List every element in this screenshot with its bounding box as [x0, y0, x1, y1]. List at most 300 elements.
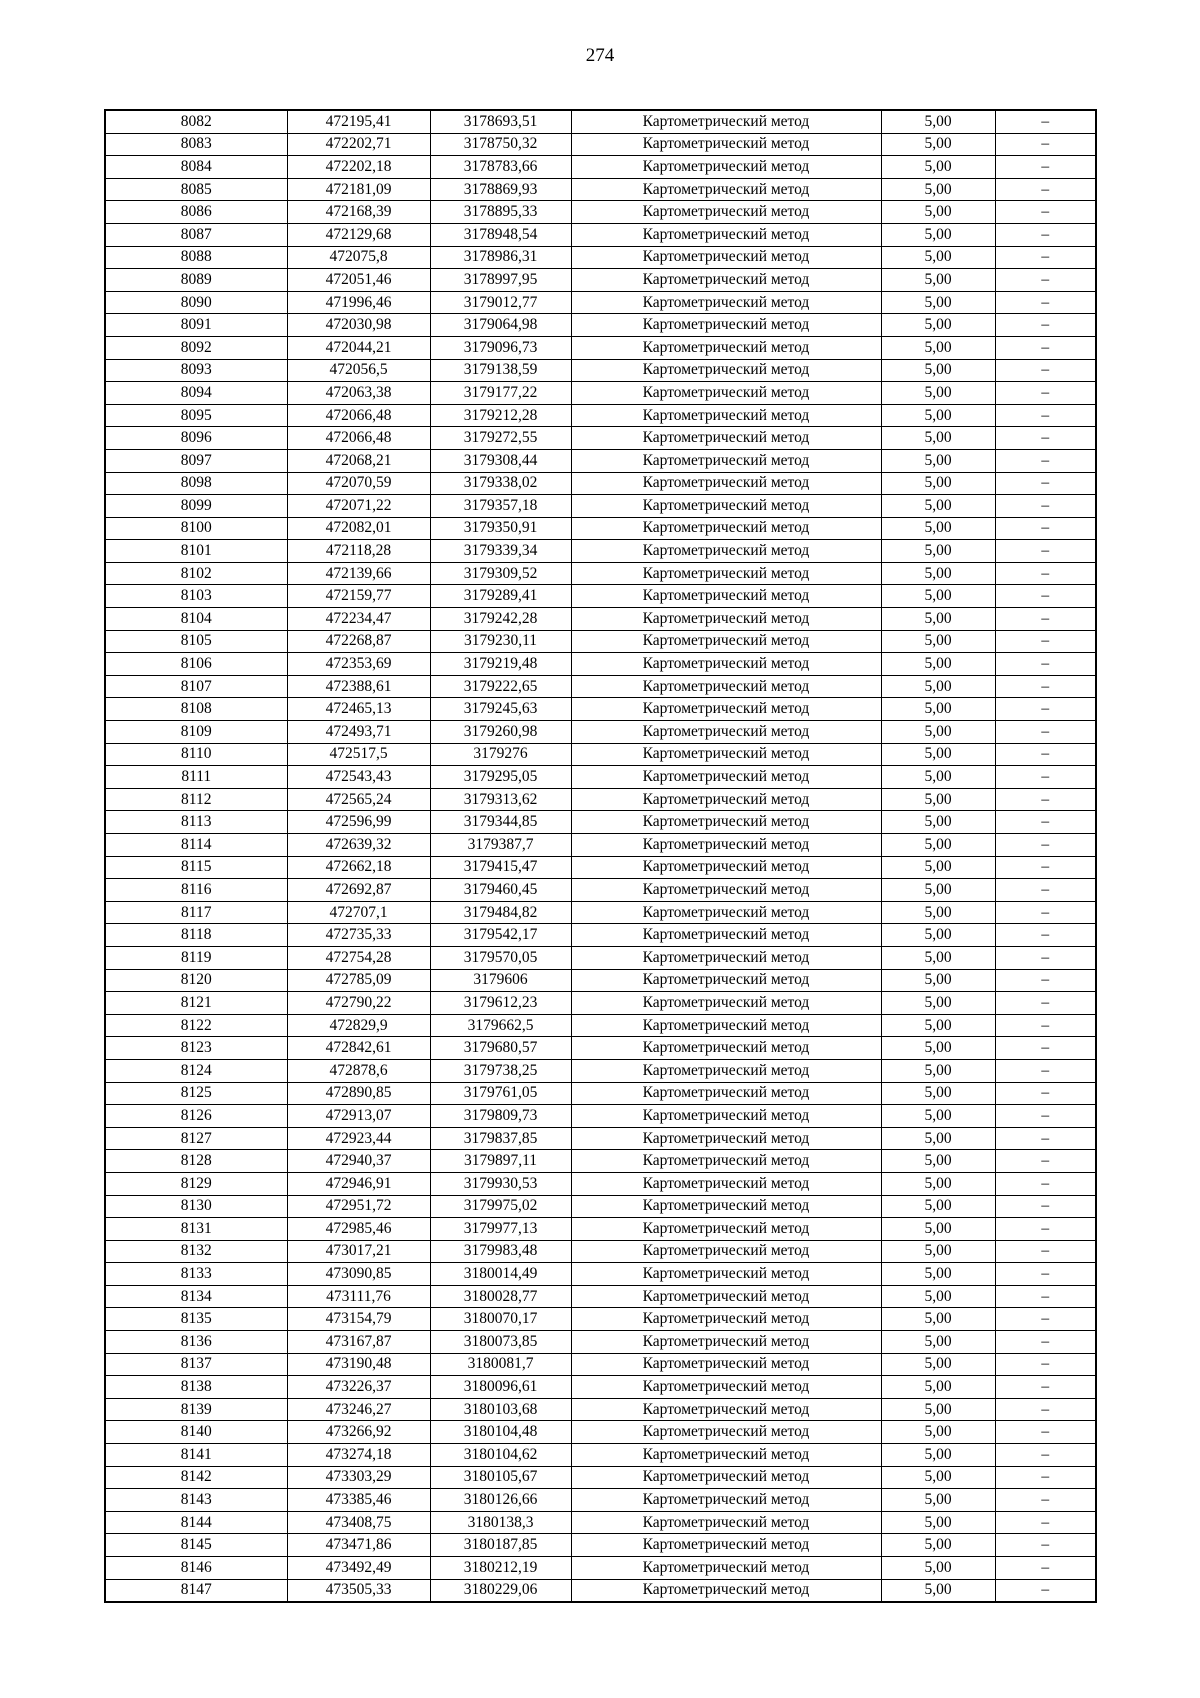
table-row	[105, 1444, 1096, 1467]
method-cell: Картометрический метод	[571, 314, 881, 337]
description-cell: –	[995, 585, 1096, 608]
description-cell: –	[995, 766, 1096, 789]
table-row	[105, 178, 1096, 201]
point-number-cell: 8082	[105, 110, 287, 133]
y-coordinate-cell: 3178693,51	[430, 110, 571, 133]
y-coordinate-cell: 3180187,85	[430, 1534, 571, 1557]
y-coordinate-cell: 3179570,05	[430, 946, 571, 969]
accuracy-cell: 5,00	[881, 721, 995, 744]
accuracy-cell: 5,00	[881, 382, 995, 405]
x-coordinate-cell: 472268,87	[287, 630, 430, 653]
table-row	[105, 630, 1096, 653]
y-coordinate-cell: 3180138,3	[430, 1511, 571, 1534]
method-cell: Картометрический метод	[571, 1511, 881, 1534]
y-coordinate-cell: 3179387,7	[430, 834, 571, 857]
coordinates-table-body	[105, 110, 1096, 1602]
accuracy-cell: 5,00	[881, 269, 995, 292]
point-number-cell: 8112	[105, 788, 287, 811]
accuracy-cell: 5,00	[881, 698, 995, 721]
method-cell: Картометрический метод	[571, 382, 881, 405]
x-coordinate-cell: 472353,69	[287, 653, 430, 676]
x-coordinate-cell: 472754,28	[287, 946, 430, 969]
x-coordinate-cell: 473190,48	[287, 1353, 430, 1376]
method-cell: Картометрический метод	[571, 223, 881, 246]
x-coordinate-cell: 472030,98	[287, 314, 430, 337]
accuracy-cell: 5,00	[881, 1082, 995, 1105]
point-number-cell: 8085	[105, 178, 287, 201]
y-coordinate-cell: 3178986,31	[430, 246, 571, 269]
y-coordinate-cell: 3179309,52	[430, 562, 571, 585]
point-number-cell: 8106	[105, 653, 287, 676]
x-coordinate-cell: 472118,28	[287, 540, 430, 563]
y-coordinate-cell: 3179339,34	[430, 540, 571, 563]
x-coordinate-cell: 472202,71	[287, 133, 430, 156]
point-number-cell: 8111	[105, 766, 287, 789]
y-coordinate-cell: 3179460,45	[430, 879, 571, 902]
description-cell: –	[995, 698, 1096, 721]
description-cell: –	[995, 1466, 1096, 1489]
description-cell: –	[995, 946, 1096, 969]
table-row	[105, 223, 1096, 246]
description-cell: –	[995, 1579, 1096, 1602]
table-row	[105, 608, 1096, 631]
accuracy-cell: 5,00	[881, 1444, 995, 1467]
accuracy-cell: 5,00	[881, 540, 995, 563]
accuracy-cell: 5,00	[881, 314, 995, 337]
description-cell: –	[995, 472, 1096, 495]
y-coordinate-cell: 3178997,95	[430, 269, 571, 292]
description-cell: –	[995, 653, 1096, 676]
table-row	[105, 517, 1096, 540]
description-cell: –	[995, 675, 1096, 698]
description-cell: –	[995, 314, 1096, 337]
y-coordinate-cell: 3179761,05	[430, 1082, 571, 1105]
method-cell: Картометрический метод	[571, 698, 881, 721]
method-cell: Картометрический метод	[571, 1557, 881, 1580]
method-cell: Картометрический метод	[571, 1105, 881, 1128]
accuracy-cell: 5,00	[881, 1331, 995, 1354]
method-cell: Картометрический метод	[571, 766, 881, 789]
x-coordinate-cell: 473111,76	[287, 1285, 430, 1308]
table-row	[105, 811, 1096, 834]
point-number-cell: 8084	[105, 156, 287, 179]
accuracy-cell: 5,00	[881, 788, 995, 811]
accuracy-cell: 5,00	[881, 1037, 995, 1060]
description-cell: –	[995, 901, 1096, 924]
accuracy-cell: 5,00	[881, 110, 995, 133]
point-number-cell: 8107	[105, 675, 287, 698]
method-cell: Картометрический метод	[571, 449, 881, 472]
table-row	[105, 1105, 1096, 1128]
method-cell: Картометрический метод	[571, 1172, 881, 1195]
point-number-cell: 8118	[105, 924, 287, 947]
accuracy-cell: 5,00	[881, 1240, 995, 1263]
description-cell: –	[995, 359, 1096, 382]
y-coordinate-cell: 3179245,63	[430, 698, 571, 721]
point-number-cell: 8108	[105, 698, 287, 721]
x-coordinate-cell: 472195,41	[287, 110, 430, 133]
point-number-cell: 8096	[105, 427, 287, 450]
point-number-cell: 8147	[105, 1579, 287, 1602]
description-cell: –	[995, 1240, 1096, 1263]
method-cell: Картометрический метод	[571, 834, 881, 857]
point-number-cell: 8089	[105, 269, 287, 292]
method-cell: Картометрический метод	[571, 1127, 881, 1150]
description-cell: –	[995, 969, 1096, 992]
accuracy-cell: 5,00	[881, 1014, 995, 1037]
x-coordinate-cell: 472735,33	[287, 924, 430, 947]
x-coordinate-cell: 472946,91	[287, 1172, 430, 1195]
table-row	[105, 1082, 1096, 1105]
description-cell: –	[995, 382, 1096, 405]
method-cell: Картометрический метод	[571, 856, 881, 879]
accuracy-cell: 5,00	[881, 1150, 995, 1173]
table-row	[105, 946, 1096, 969]
x-coordinate-cell: 472913,07	[287, 1105, 430, 1128]
accuracy-cell: 5,00	[881, 404, 995, 427]
x-coordinate-cell: 472692,87	[287, 879, 430, 902]
point-number-cell: 8114	[105, 834, 287, 857]
point-number-cell: 8083	[105, 133, 287, 156]
point-number-cell: 8130	[105, 1195, 287, 1218]
point-number-cell: 8088	[105, 246, 287, 269]
method-cell: Картометрический метод	[571, 1308, 881, 1331]
table-row	[105, 1421, 1096, 1444]
accuracy-cell: 5,00	[881, 653, 995, 676]
table-row	[105, 156, 1096, 179]
table-row	[105, 766, 1096, 789]
description-cell: –	[995, 1489, 1096, 1512]
table-row	[105, 291, 1096, 314]
description-cell: –	[995, 608, 1096, 631]
accuracy-cell: 5,00	[881, 901, 995, 924]
point-number-cell: 8141	[105, 1444, 287, 1467]
method-cell: Картометрический метод	[571, 1466, 881, 1489]
method-cell: Картометрический метод	[571, 1331, 881, 1354]
x-coordinate-cell: 472842,61	[287, 1037, 430, 1060]
x-coordinate-cell: 472071,22	[287, 495, 430, 518]
point-number-cell: 8117	[105, 901, 287, 924]
accuracy-cell: 5,00	[881, 156, 995, 179]
x-coordinate-cell: 473266,92	[287, 1421, 430, 1444]
method-cell: Картометрический метод	[571, 585, 881, 608]
x-coordinate-cell: 472878,6	[287, 1059, 430, 1082]
accuracy-cell: 5,00	[881, 834, 995, 857]
point-number-cell: 8128	[105, 1150, 287, 1173]
table-row	[105, 1285, 1096, 1308]
point-number-cell: 8097	[105, 449, 287, 472]
description-cell: –	[995, 1353, 1096, 1376]
table-row	[105, 901, 1096, 924]
y-coordinate-cell: 3179096,73	[430, 336, 571, 359]
point-number-cell: 8100	[105, 517, 287, 540]
description-cell: –	[995, 1127, 1096, 1150]
method-cell: Картометрический метод	[571, 1489, 881, 1512]
description-cell: –	[995, 1150, 1096, 1173]
y-coordinate-cell: 3179177,22	[430, 382, 571, 405]
table-row	[105, 743, 1096, 766]
table-row	[105, 788, 1096, 811]
y-coordinate-cell: 3179484,82	[430, 901, 571, 924]
x-coordinate-cell: 472056,5	[287, 359, 430, 382]
x-coordinate-cell: 473303,29	[287, 1466, 430, 1489]
table-row	[105, 924, 1096, 947]
table-row	[105, 201, 1096, 224]
description-cell: –	[995, 1331, 1096, 1354]
description-cell: –	[995, 540, 1096, 563]
y-coordinate-cell: 3180070,17	[430, 1308, 571, 1331]
x-coordinate-cell: 472075,8	[287, 246, 430, 269]
accuracy-cell: 5,00	[881, 1376, 995, 1399]
x-coordinate-cell: 472465,13	[287, 698, 430, 721]
point-number-cell: 8101	[105, 540, 287, 563]
point-number-cell: 8094	[105, 382, 287, 405]
point-number-cell: 8125	[105, 1082, 287, 1105]
table-row	[105, 1398, 1096, 1421]
description-cell: –	[995, 1398, 1096, 1421]
y-coordinate-cell: 3179662,5	[430, 1014, 571, 1037]
point-number-cell: 8127	[105, 1127, 287, 1150]
description-cell: –	[995, 743, 1096, 766]
method-cell: Картометрический метод	[571, 1421, 881, 1444]
y-coordinate-cell: 3180229,06	[430, 1579, 571, 1602]
accuracy-cell: 5,00	[881, 1511, 995, 1534]
x-coordinate-cell: 472168,39	[287, 201, 430, 224]
description-cell: –	[995, 1037, 1096, 1060]
table-row	[105, 1172, 1096, 1195]
point-number-cell: 8142	[105, 1466, 287, 1489]
point-number-cell: 8109	[105, 721, 287, 744]
x-coordinate-cell: 472923,44	[287, 1127, 430, 1150]
accuracy-cell: 5,00	[881, 359, 995, 382]
accuracy-cell: 5,00	[881, 517, 995, 540]
accuracy-cell: 5,00	[881, 879, 995, 902]
method-cell: Картометрический метод	[571, 1285, 881, 1308]
table-row	[105, 1059, 1096, 1082]
y-coordinate-cell: 3179809,73	[430, 1105, 571, 1128]
description-cell: –	[995, 133, 1096, 156]
x-coordinate-cell: 472639,32	[287, 834, 430, 857]
table-row	[105, 1353, 1096, 1376]
description-cell: –	[995, 449, 1096, 472]
method-cell: Картометрический метод	[571, 879, 881, 902]
y-coordinate-cell: 3179680,57	[430, 1037, 571, 1060]
table-row	[105, 675, 1096, 698]
description-cell: –	[995, 1263, 1096, 1286]
accuracy-cell: 5,00	[881, 1534, 995, 1557]
y-coordinate-cell: 3179138,59	[430, 359, 571, 382]
accuracy-cell: 5,00	[881, 1421, 995, 1444]
method-cell: Картометрический метод	[571, 788, 881, 811]
point-number-cell: 8123	[105, 1037, 287, 1060]
table-row	[105, 382, 1096, 405]
point-number-cell: 8133	[105, 1263, 287, 1286]
x-coordinate-cell: 473492,49	[287, 1557, 430, 1580]
x-coordinate-cell: 472829,9	[287, 1014, 430, 1037]
table-row	[105, 1511, 1096, 1534]
x-coordinate-cell: 472159,77	[287, 585, 430, 608]
description-cell: –	[995, 246, 1096, 269]
x-coordinate-cell: 472565,24	[287, 788, 430, 811]
accuracy-cell: 5,00	[881, 1127, 995, 1150]
accuracy-cell: 5,00	[881, 766, 995, 789]
page-number: 274	[585, 45, 615, 66]
x-coordinate-cell: 472951,72	[287, 1195, 430, 1218]
table-row	[105, 495, 1096, 518]
x-coordinate-cell: 472234,47	[287, 608, 430, 631]
table-row	[105, 359, 1096, 382]
table-row	[105, 246, 1096, 269]
table-row	[105, 1308, 1096, 1331]
point-number-cell: 8098	[105, 472, 287, 495]
point-number-cell: 8145	[105, 1534, 287, 1557]
table-row	[105, 427, 1096, 450]
method-cell: Картометрический метод	[571, 969, 881, 992]
y-coordinate-cell: 3179930,53	[430, 1172, 571, 1195]
x-coordinate-cell: 473167,87	[287, 1331, 430, 1354]
x-coordinate-cell: 472388,61	[287, 675, 430, 698]
description-cell: –	[995, 630, 1096, 653]
table-row	[105, 1014, 1096, 1037]
y-coordinate-cell: 3179308,44	[430, 449, 571, 472]
x-coordinate-cell: 471996,46	[287, 291, 430, 314]
method-cell: Картометрический метод	[571, 359, 881, 382]
method-cell: Картометрический метод	[571, 1376, 881, 1399]
point-number-cell: 8110	[105, 743, 287, 766]
method-cell: Картометрический метод	[571, 178, 881, 201]
y-coordinate-cell: 3180028,77	[430, 1285, 571, 1308]
description-cell: –	[995, 201, 1096, 224]
description-cell: –	[995, 721, 1096, 744]
method-cell: Картометрический метод	[571, 1444, 881, 1467]
description-cell: –	[995, 495, 1096, 518]
accuracy-cell: 5,00	[881, 1105, 995, 1128]
method-cell: Картометрический метод	[571, 1059, 881, 1082]
accuracy-cell: 5,00	[881, 201, 995, 224]
description-cell: –	[995, 291, 1096, 314]
description-cell: –	[995, 1014, 1096, 1037]
point-number-cell: 8129	[105, 1172, 287, 1195]
point-number-cell: 8087	[105, 223, 287, 246]
method-cell: Картометрический метод	[571, 721, 881, 744]
accuracy-cell: 5,00	[881, 811, 995, 834]
method-cell: Картометрический метод	[571, 1398, 881, 1421]
description-cell: –	[995, 110, 1096, 133]
table-row	[105, 1579, 1096, 1602]
point-number-cell: 8093	[105, 359, 287, 382]
method-cell: Картометрический метод	[571, 1150, 881, 1173]
table-row	[105, 1466, 1096, 1489]
table-row	[105, 562, 1096, 585]
point-number-cell: 8137	[105, 1353, 287, 1376]
y-coordinate-cell: 3179260,98	[430, 721, 571, 744]
y-coordinate-cell: 3179837,85	[430, 1127, 571, 1150]
point-number-cell: 8091	[105, 314, 287, 337]
description-cell: –	[995, 1285, 1096, 1308]
description-cell: –	[995, 856, 1096, 879]
table-row	[105, 1534, 1096, 1557]
method-cell: Картометрический метод	[571, 1579, 881, 1602]
point-number-cell: 8099	[105, 495, 287, 518]
description-cell: –	[995, 924, 1096, 947]
y-coordinate-cell: 3179983,48	[430, 1240, 571, 1263]
point-number-cell: 8132	[105, 1240, 287, 1263]
y-coordinate-cell: 3179975,02	[430, 1195, 571, 1218]
method-cell: Картометрический метод	[571, 540, 881, 563]
table-row	[105, 336, 1096, 359]
y-coordinate-cell: 3179344,85	[430, 811, 571, 834]
x-coordinate-cell: 472493,71	[287, 721, 430, 744]
accuracy-cell: 5,00	[881, 562, 995, 585]
point-number-cell: 8126	[105, 1105, 287, 1128]
y-coordinate-cell: 3180104,62	[430, 1444, 571, 1467]
method-cell: Картометрический метод	[571, 472, 881, 495]
method-cell: Картометрический метод	[571, 608, 881, 631]
accuracy-cell: 5,00	[881, 1218, 995, 1241]
description-cell: –	[995, 1059, 1096, 1082]
accuracy-cell: 5,00	[881, 1195, 995, 1218]
description-cell: –	[995, 811, 1096, 834]
method-cell: Картометрический метод	[571, 269, 881, 292]
method-cell: Картометрический метод	[571, 653, 881, 676]
x-coordinate-cell: 472662,18	[287, 856, 430, 879]
x-coordinate-cell: 472890,85	[287, 1082, 430, 1105]
table-row	[105, 1331, 1096, 1354]
y-coordinate-cell: 3179612,23	[430, 992, 571, 1015]
x-coordinate-cell: 473226,37	[287, 1376, 430, 1399]
accuracy-cell: 5,00	[881, 1579, 995, 1602]
x-coordinate-cell: 472596,99	[287, 811, 430, 834]
table-row	[105, 1263, 1096, 1286]
point-number-cell: 8146	[105, 1557, 287, 1580]
table-row	[105, 1240, 1096, 1263]
y-coordinate-cell: 3179222,65	[430, 675, 571, 698]
table-row	[105, 472, 1096, 495]
accuracy-cell: 5,00	[881, 969, 995, 992]
accuracy-cell: 5,00	[881, 856, 995, 879]
point-number-cell: 8090	[105, 291, 287, 314]
accuracy-cell: 5,00	[881, 178, 995, 201]
accuracy-cell: 5,00	[881, 924, 995, 947]
accuracy-cell: 5,00	[881, 1172, 995, 1195]
y-coordinate-cell: 3179212,28	[430, 404, 571, 427]
accuracy-cell: 5,00	[881, 675, 995, 698]
point-number-cell: 8102	[105, 562, 287, 585]
table-row	[105, 879, 1096, 902]
method-cell: Картометрический метод	[571, 1037, 881, 1060]
table-row	[105, 540, 1096, 563]
table-row	[105, 110, 1096, 133]
method-cell: Картометрический метод	[571, 743, 881, 766]
x-coordinate-cell: 472051,46	[287, 269, 430, 292]
method-cell: Картометрический метод	[571, 336, 881, 359]
x-coordinate-cell: 472066,48	[287, 427, 430, 450]
point-number-cell: 8086	[105, 201, 287, 224]
table-row	[105, 449, 1096, 472]
y-coordinate-cell: 3180104,48	[430, 1421, 571, 1444]
accuracy-cell: 5,00	[881, 246, 995, 269]
table-row	[105, 133, 1096, 156]
x-coordinate-cell: 473471,86	[287, 1534, 430, 1557]
table-row	[105, 653, 1096, 676]
x-coordinate-cell: 473385,46	[287, 1489, 430, 1512]
method-cell: Картометрический метод	[571, 517, 881, 540]
x-coordinate-cell: 472940,37	[287, 1150, 430, 1173]
table-row	[105, 1037, 1096, 1060]
table-row	[105, 314, 1096, 337]
table-row	[105, 698, 1096, 721]
method-cell: Картометрический метод	[571, 404, 881, 427]
